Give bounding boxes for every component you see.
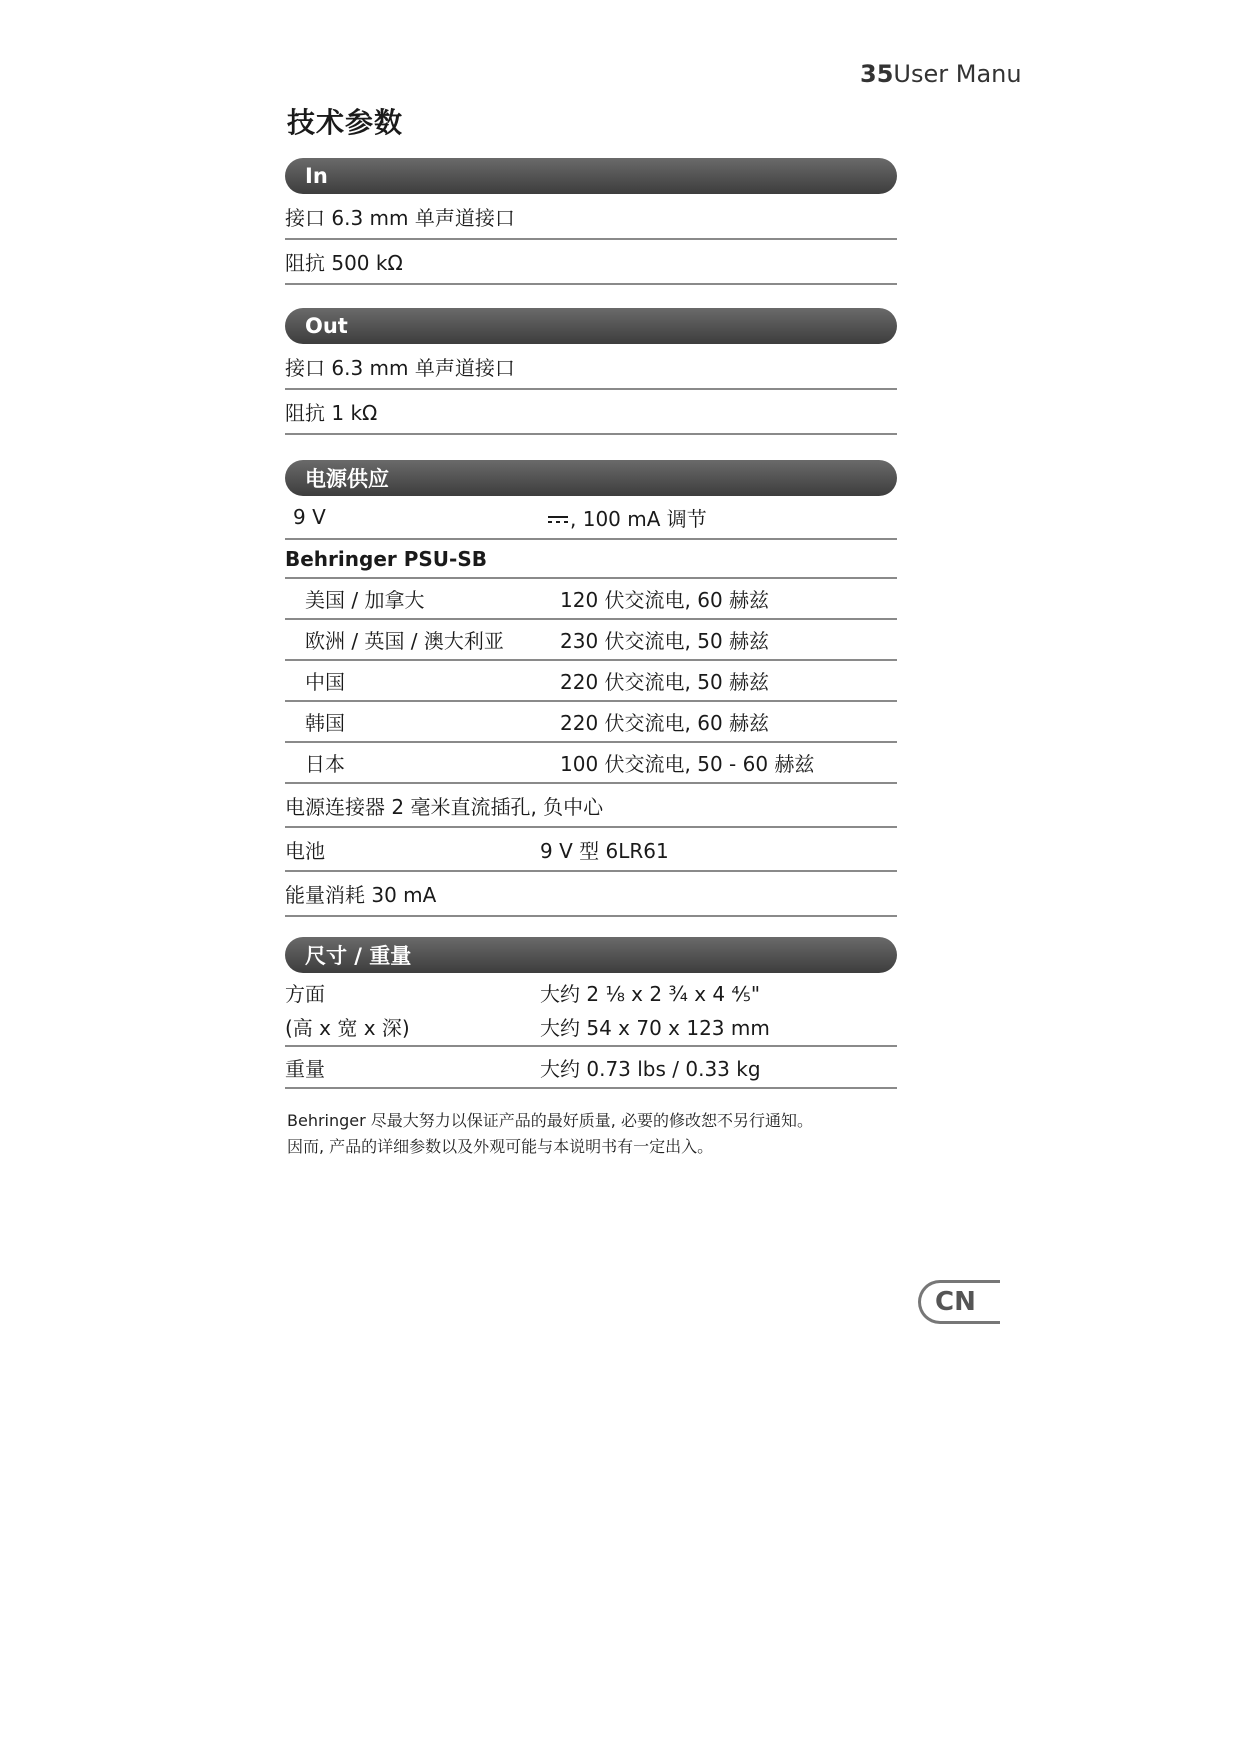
language-badge: CN — [918, 1280, 1000, 1324]
spec-value: 100 伏交流电, 50 - 60 赫兹 — [560, 752, 815, 776]
spec-value: , 100 mA 调节 — [570, 506, 707, 531]
section-bar-power: 电源供应 — [285, 460, 897, 496]
spec-row — [285, 661, 897, 702]
spec-text: 接口 6.3 mm 单声道接口 — [285, 355, 515, 380]
spec-row — [285, 496, 897, 540]
spec-value: 大约 0.73 lbs / 0.33 kg — [540, 1056, 761, 1081]
spec-label: 9 V — [293, 505, 326, 529]
spec-row — [285, 743, 897, 784]
spec-value: 120 伏交流电, 60 赫兹 — [560, 588, 770, 612]
note-line: 因而, 产品的详细参数以及外观可能与本说明书有一定出入。 — [287, 1137, 714, 1156]
page-header — [860, 60, 1022, 100]
spec-value: 220 伏交流电, 60 赫兹 — [560, 711, 770, 735]
spec-value: 9 V 型 6LR61 — [540, 838, 669, 863]
spec-label-line: (高 x 宽 x 深) — [285, 1016, 410, 1040]
spec-row — [285, 240, 897, 285]
spec-label — [285, 977, 540, 1045]
section-dimensions — [285, 937, 897, 1089]
spec-row — [285, 1047, 897, 1089]
spec-label: 日本 — [305, 752, 345, 776]
section-bar-in: In — [285, 158, 897, 194]
spec-label: 中国 — [305, 670, 345, 694]
spec-label-line: 方面 — [285, 982, 325, 1006]
spec-text: 阻抗 1 kΩ — [285, 401, 378, 425]
spec-value: 230 伏交流电, 50 赫兹 — [560, 629, 770, 653]
spec-text: Behringer PSU-SB — [285, 546, 487, 571]
page-number: 35 — [860, 60, 894, 88]
spec-value-wrap — [548, 503, 897, 532]
spec-label: 欧洲 / 英国 / 澳大利亚 — [305, 629, 504, 653]
spec-row — [285, 344, 897, 390]
section-bar-out: Out — [285, 308, 897, 344]
page-title: 技术参数 — [287, 106, 404, 139]
spec-value — [540, 977, 897, 1045]
spec-row — [285, 784, 897, 828]
spec-text: 能量消耗 30 mA — [285, 883, 437, 907]
spec-value-line: 大约 2 ⅛ x 2 ¾ x 4 ⅘" — [540, 982, 761, 1006]
spec-label: 美国 / 加拿大 — [305, 588, 425, 612]
dc-symbol-icon — [548, 515, 568, 525]
spec-row — [285, 540, 897, 579]
section-in — [285, 158, 897, 285]
spec-value-line: 大约 54 x 70 x 123 mm — [540, 1016, 770, 1040]
spec-row — [285, 702, 897, 743]
spec-row — [285, 620, 897, 661]
spec-label: 重量 — [285, 1056, 325, 1081]
spec-row — [285, 872, 897, 917]
section-bar-dimensions: 尺寸 / 重量 — [285, 937, 897, 973]
spec-row — [285, 194, 897, 240]
note-line: Behringer 尽最大努力以保证产品的最好质量, 必要的修改恕不另行通知。 — [287, 1111, 813, 1130]
spec-label: 电池 — [285, 838, 325, 863]
spec-text: 接口 6.3 mm 单声道接口 — [285, 205, 515, 230]
disclaimer-note — [287, 1108, 927, 1160]
spec-text: 电源连接器 2 毫米直流插孔, 负中心 — [285, 794, 604, 819]
spec-row — [285, 579, 897, 620]
manual-label: User Manu — [893, 60, 1022, 88]
spec-label: 韩国 — [305, 711, 345, 735]
spec-row — [285, 828, 897, 872]
spec-value: 220 伏交流电, 50 赫兹 — [560, 670, 770, 694]
section-out — [285, 308, 897, 435]
spec-text: 阻抗 500 kΩ — [285, 251, 403, 275]
spec-row — [285, 390, 897, 435]
section-power — [285, 460, 897, 917]
spec-row — [285, 973, 897, 1047]
